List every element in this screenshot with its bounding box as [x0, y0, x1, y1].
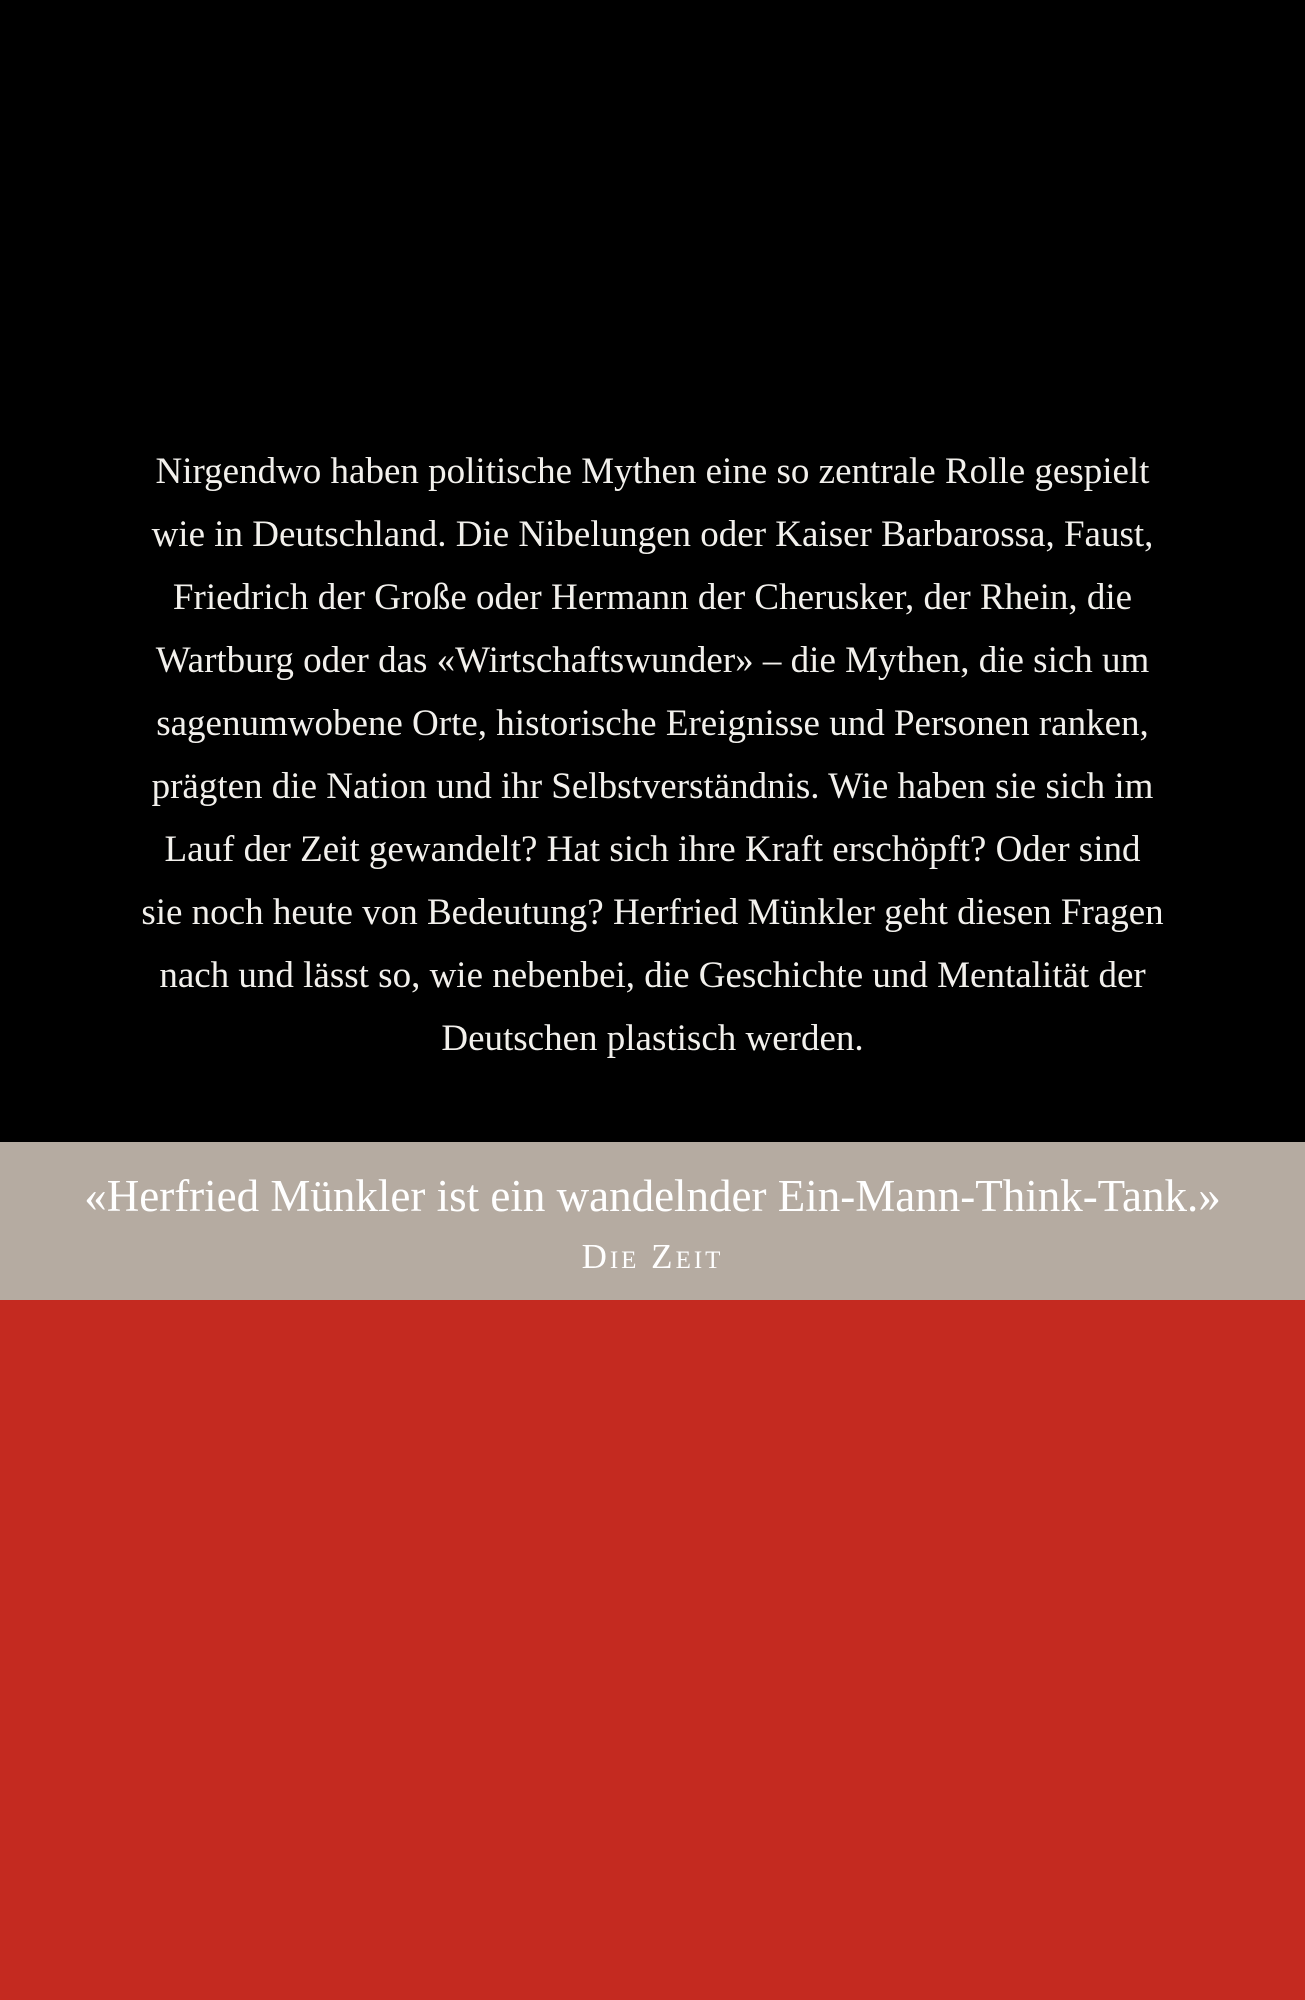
- blurb-line: sie noch heute von Bedeutung? Herfried Münkler geht diesen Fragen: [141, 892, 1164, 933]
- blurb-line: nach und lässt so, wie nebenbei, die Geschichte und Mentalität der: [159, 955, 1146, 996]
- blurb-line: prägten die Nation und ihr Selbstverständnis. Wie haben sie sich im: [151, 766, 1154, 807]
- review-quote: «Herfried Münkler ist ein wandelnder Ein-Mann-Think-Tank.»: [84, 1171, 1221, 1221]
- review-source: Die Zeit: [581, 1237, 724, 1276]
- blurb-line: wie in Deutschland. Die Nibelungen oder Kaiser Barbarossa, Faust,: [151, 514, 1154, 555]
- review-band: [0, 1142, 1305, 1300]
- blurb-text: [0, 440, 1305, 1070]
- red-band: [0, 1300, 1305, 2000]
- blurb-line: sagenumwobene Orte, historische Ereignisse und Personen ranken,: [156, 703, 1149, 744]
- blurb-line: Wartburg oder das «Wirtschaftswunder» – die Mythen, die sich um: [155, 640, 1150, 681]
- blurb-line: Nirgendwo haben politische Mythen eine so zentrale Rolle gespielt: [155, 451, 1150, 492]
- blurb-line: Deutschen plastisch werden.: [441, 1018, 864, 1059]
- blurb-line: Friedrich der Große oder Hermann der Cherusker, der Rhein, die: [172, 577, 1133, 618]
- blurb-line: Lauf der Zeit gewandelt? Hat sich ihre Kraft erschöpft? Oder sind: [164, 829, 1141, 870]
